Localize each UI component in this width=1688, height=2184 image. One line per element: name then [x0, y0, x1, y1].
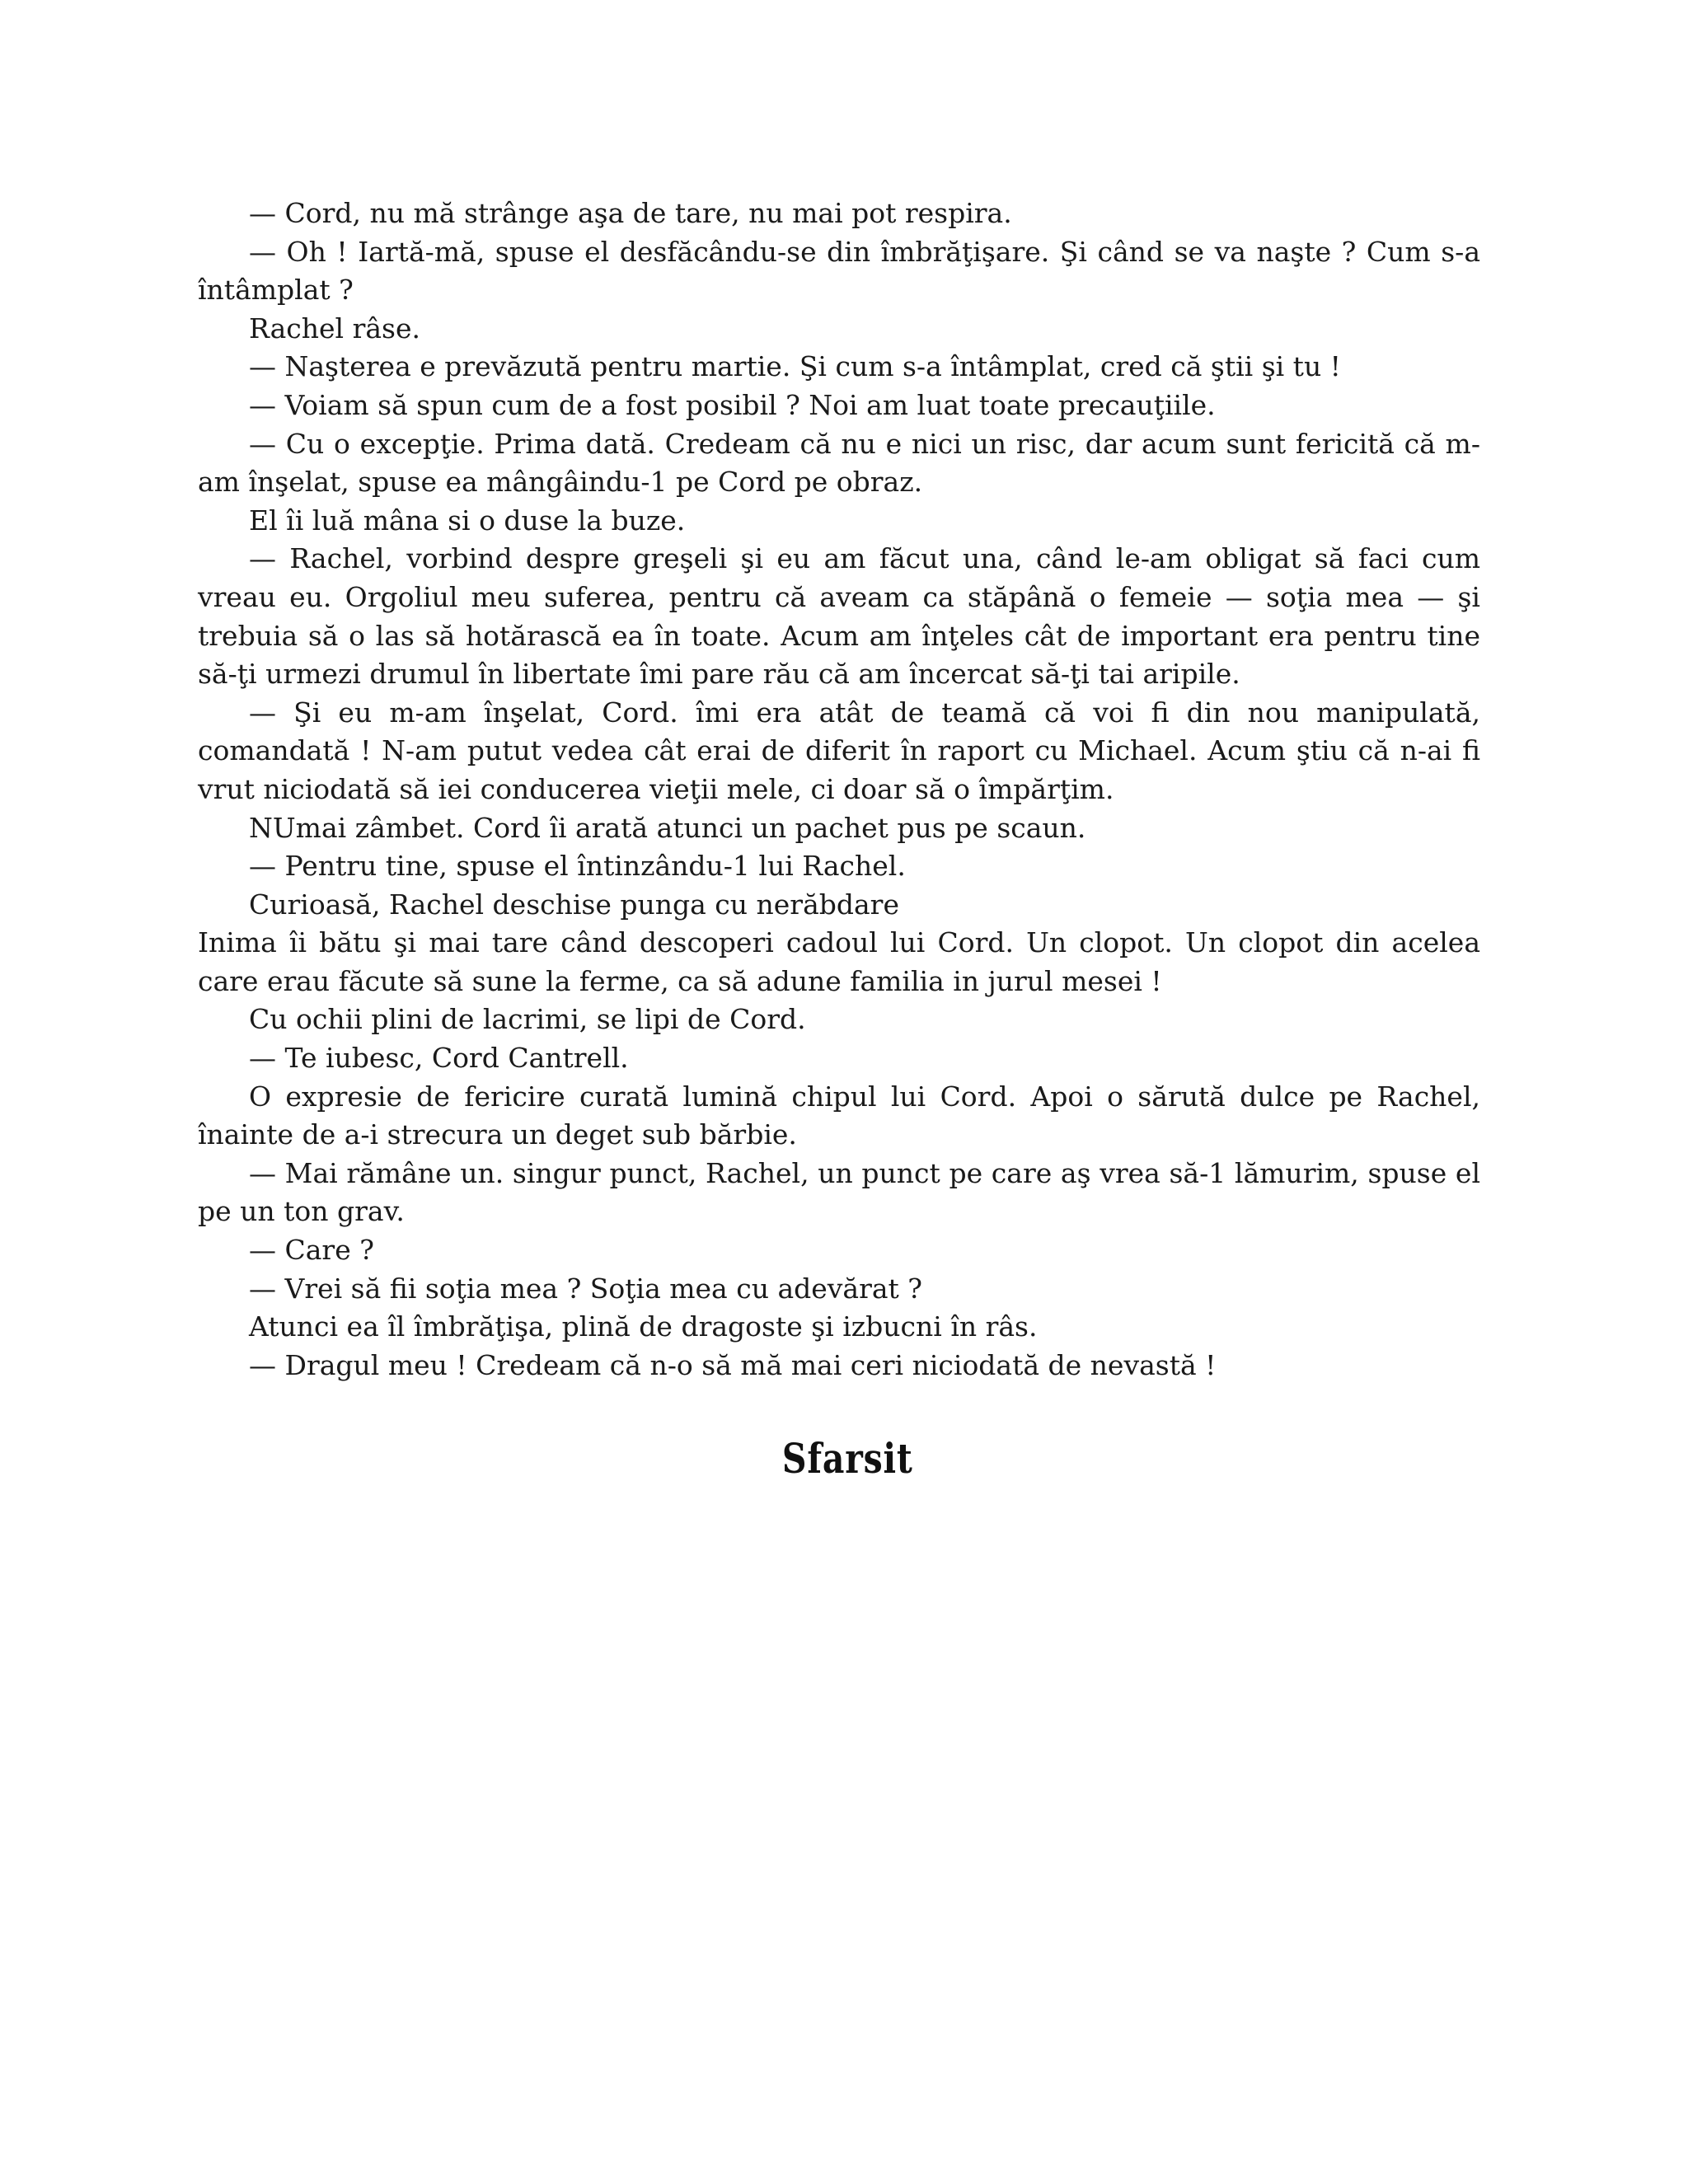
- paragraph: NUmai zâmbet. Cord îi arată atunci un pachet pus pe scaun.: [249, 811, 1086, 844]
- end-mark: Sfarsit: [781, 1434, 913, 1483]
- paragraph: — Cu o excepţie. Prima dată. Credeam că nu e nici un risc, dar acum sunt fericită că m-am înşelat, spuse ea mângâindu-1 pe Cord pe obraz.: [198, 427, 1480, 499]
- body-text: [198, 194, 1480, 1385]
- paragraph: — Vrei să fii soţia mea ? Soţia mea cu adevărat ?: [249, 1272, 922, 1305]
- paragraph: Curioasă, Rachel deschise punga cu nerăbdare: [249, 888, 899, 921]
- paragraph: — Cord, nu mă strânge aşa de tare, nu mai pot respira.: [249, 197, 1012, 229]
- paragraph: — Oh ! Iartă-mă, spuse el desfăcându-se din îmbrăţişare. Şi când se va naşte ? Cum s-a întâmplat ?: [198, 235, 1480, 307]
- paragraph: — Te iubesc, Cord Cantrell.: [249, 1042, 629, 1075]
- paragraph: Inima îi bătu şi mai tare când descoperi cadoul lui Cord. Un clopot. Un clopot din acelea care erau făcute să sune la ferme, ca să adune familia in jurul mesei !: [198, 926, 1480, 997]
- paragraph: Rachel râse.: [249, 312, 420, 344]
- paragraph: Cu ochii plini de lacrimi, se lipi de Cord.: [249, 1003, 806, 1036]
- paragraph: El îi luă mâna si o duse la buze.: [249, 504, 686, 537]
- paragraph: — Rachel, vorbind despre greşeli şi eu am făcut una, când le-am obligat să faci cum vreau eu. Orgoliul meu suferea, pentru că aveam ca stăpână o femeie — soţia mea — şi trebuia să o las să hotărască ea în toate. Acum am înţeles cât de important era pentru tine să-ţi urmezi drumul în libertate îmi pare rău că am încercat să-ţi tai aripile.: [198, 542, 1480, 691]
- paragraph: Atunci ea îl îmbrăţişa, plină de dragoste şi izbucni în râs.: [249, 1310, 1038, 1343]
- paragraph: O expresie de fericire curată lumină chipul lui Cord. Apoi o sărută dulce pe Rachel, înainte de a-i strecura un deget sub bărbie.: [198, 1080, 1480, 1151]
- paragraph: — Voiam să spun cum de a fost posibil ? Noi am luat toate precauţiile.: [249, 388, 1216, 421]
- paragraph: — Mai rămâne un. singur punct, Rachel, un punct pe care aş vrea să-1 lămurim, spuse el pe un ton grav.: [198, 1156, 1480, 1228]
- paragraph: — Care ?: [249, 1234, 374, 1267]
- paragraph: — Naşterea e prevăzută pentru martie. Şi cum s-a întâmplat, cred că ştii şi tu !: [249, 350, 1341, 383]
- paragraph: — Şi eu m-am înşelat, Cord. îmi era atât de teamă că voi fi din nou manipulată, comandată ! N-am putut vedea cât erai de diferit în raport cu Michael. Acum ştiu că n-ai fi vrut niciodată să iei conducerea vieţii mele, ci doar să o împărţim.: [198, 696, 1480, 805]
- paragraph: — Dragul meu ! Credeam că n-o să mă mai ceri niciodată de nevastă !: [249, 1348, 1217, 1381]
- paragraph: — Pentru tine, spuse el întinzându-1 lui Rachel.: [249, 850, 906, 883]
